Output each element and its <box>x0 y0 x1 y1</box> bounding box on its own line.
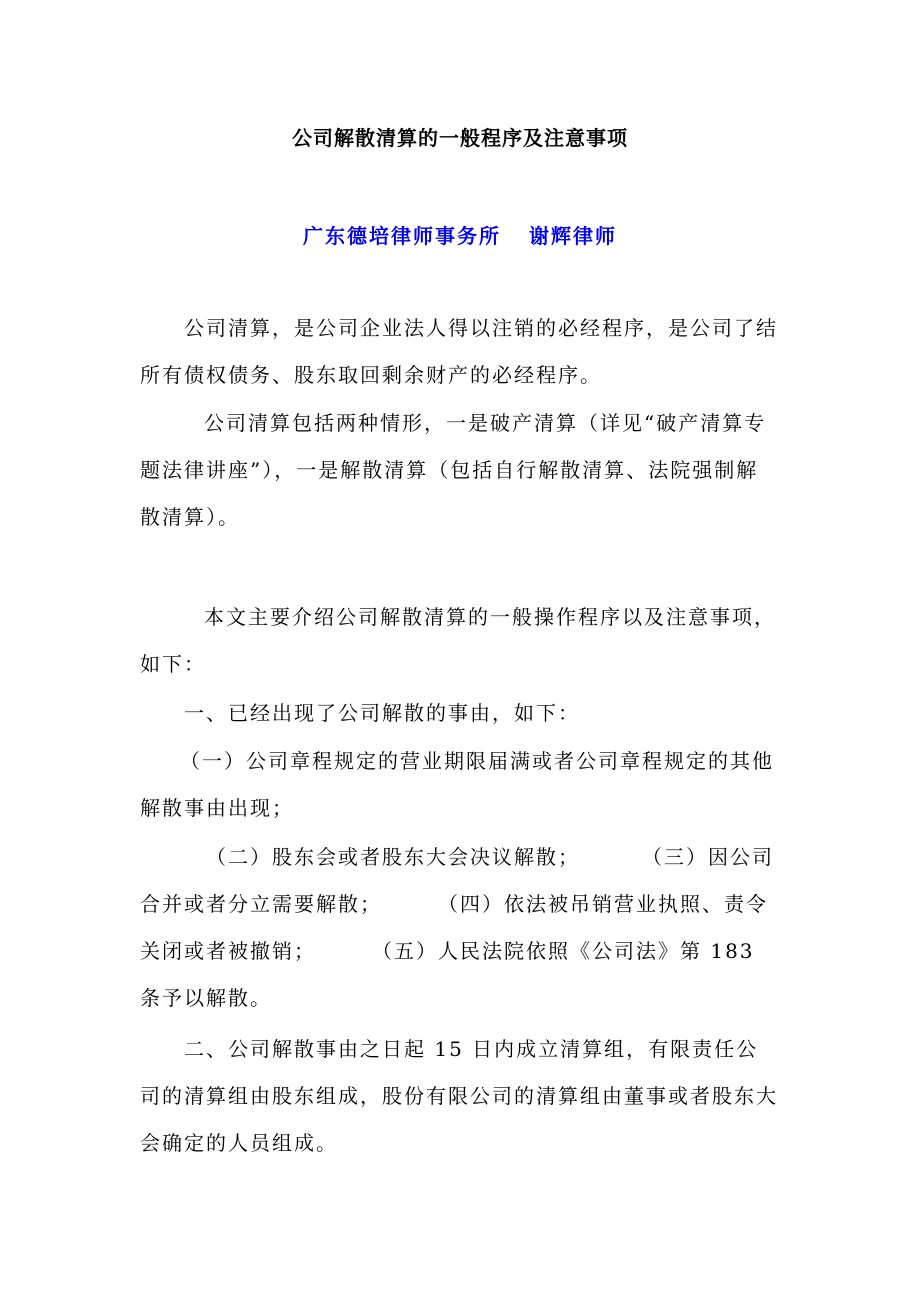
item-1: （一）公司章程规定的营业期限届满或者公司章程规定的其他解散事由出现； <box>140 749 774 820</box>
author-name: 谢辉律师 <box>529 224 617 248</box>
author-firm: 广东德培律师事务所 <box>303 224 501 248</box>
item-4: （四）依法被吊销营业执照、责令关闭或者被撤销； <box>140 892 768 963</box>
paragraph-types: 公司清算包括两种情形，一是破产清算（详见“破产清算专题法律讲座”），一是解散清算（包括自行解散清算、法院强制解散清算）。 <box>140 411 767 529</box>
item-5: （五）人民法院依照《公司法》第 183 条予以解散。 <box>140 939 755 1010</box>
author-line <box>0 220 920 249</box>
document-title: 公司解散清算的一般程序及注意事项 <box>292 126 628 150</box>
item-3: （三）因公司合并或者分立需要解散； <box>140 845 774 916</box>
section-2: 二、公司解散事由之日起 15 日内成立清算组，有限责任公司的清算组由股东组成，股份有限公司的清算组由董事或者股东大会确定的人员组成。 <box>140 1037 778 1155</box>
item-2: （二）股东会或者股东大会决议解散； <box>206 845 580 869</box>
paragraph-intro: 公司清算，是公司企业法人得以注销的必经程序，是公司了结所有债权债务、股东取回剩余财产的必经程序。 <box>140 316 778 387</box>
paragraph-overview: 本文主要介绍公司解散清算的一般操作程序以及注意事项，如下： <box>140 605 776 676</box>
items-2-to-5 <box>140 834 780 1022</box>
section-1-heading: 一、已经出现了公司解散的事由，如下： <box>184 701 580 725</box>
